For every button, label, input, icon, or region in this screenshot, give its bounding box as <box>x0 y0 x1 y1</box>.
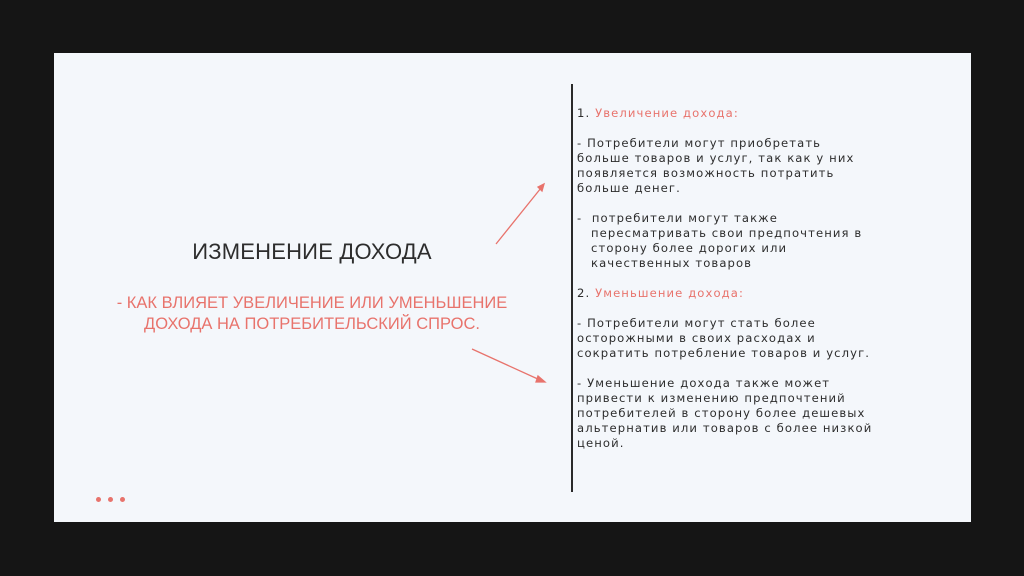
decrease-point2-line: потребителей в сторону более дешевых <box>577 406 866 420</box>
spacer <box>577 361 947 376</box>
decrease-point2-line: ценой. <box>577 436 625 450</box>
dot <box>96 497 101 502</box>
slide <box>54 53 971 522</box>
decrease-heading <box>577 286 947 301</box>
increase-heading-text: Увеличение дохода: <box>595 106 739 120</box>
decrease-point1-line: осторожными в своих расходах и <box>577 331 816 345</box>
increase-point2-line: пересматривать свои предпочтения в <box>591 226 863 240</box>
decrease-point1-line: сократить потребление товаров и услуг. <box>577 346 871 360</box>
increase-point2-line: сторону более дорогих или <box>591 241 788 255</box>
increase-point2-text: потребители могут также <box>591 211 778 225</box>
increase-number: 1. <box>577 106 591 120</box>
decrease-heading-text: Уменьшение дохода: <box>595 286 744 300</box>
arrow-up-right-icon <box>496 184 544 244</box>
increase-point1-line: больше денег. <box>577 181 681 195</box>
dot <box>108 497 113 502</box>
income-content <box>577 106 947 451</box>
increase-point2-line: качественных товаров <box>591 256 753 270</box>
decrease-point1-line: - Потребители могут стать более <box>577 316 816 330</box>
increase-heading <box>577 106 947 121</box>
spacer <box>577 271 947 286</box>
slide-title: ИЗМЕНЕНИЕ ДОХОДА <box>192 239 432 264</box>
spacer <box>577 301 947 316</box>
subtitle-line: ДОХОДА НА ПОТРЕБИТЕЛЬСКИЙ СПРОС. <box>144 315 480 333</box>
decrease-point2-line: альтернатив или товаров с более низкой <box>577 421 873 435</box>
increase-point1-line: - Потребители могут приобретать <box>577 136 822 150</box>
increase-point1-line: больше товаров и услуг, так как у них <box>577 151 855 165</box>
dot <box>120 497 125 502</box>
three-dots-icon <box>96 497 125 502</box>
decrease-point2-line: привести к изменению предпочтений <box>577 391 846 405</box>
spacer <box>577 121 947 136</box>
vertical-divider <box>571 84 573 492</box>
increase-point2-bullet: - <box>577 211 583 225</box>
increase-point2-line <box>577 211 947 226</box>
slide-subtitle <box>102 293 522 335</box>
increase-point1-line: появляется возможность потратить <box>577 166 835 180</box>
spacer <box>577 196 947 211</box>
decrease-number: 2. <box>577 286 591 300</box>
decrease-point2-line: - Уменьшение дохода также может <box>577 376 831 390</box>
arrow-down-right-icon <box>472 349 545 382</box>
subtitle-line: - КАК ВЛИЯЕТ УВЕЛИЧЕНИЕ ИЛИ УМЕНЬШЕНИЕ <box>116 294 508 312</box>
